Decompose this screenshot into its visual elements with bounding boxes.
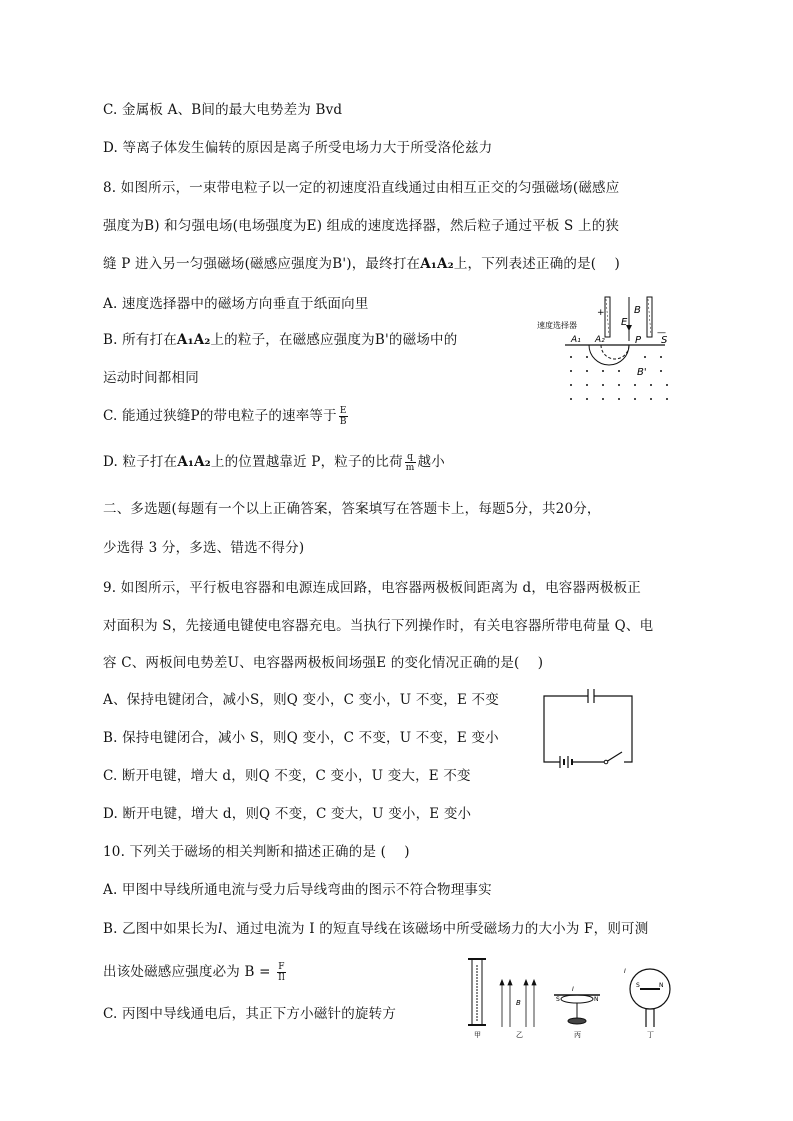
b-label: B [634,305,641,316]
p-label: P [635,335,642,346]
q8-stem-line3 [103,252,620,272]
q8-stem-line2: 强度为B) 和匀强电场(电场强度为E) 组成的速度选择器，然后粒子通过平板 S 上的狭 [103,218,620,234]
q10-option-b-pre: B. 乙图中如果长为 [103,921,219,937]
left-plate [605,297,610,337]
label-n-ding: N [659,982,664,989]
magnetism-figures [460,955,675,1040]
q10-option-c: C. 丙图中导线通电后，其正下方小磁针的旋转方 [103,1006,397,1022]
a2-label: A₂ [595,335,605,345]
s-label: S [661,335,668,346]
label-n-bing: N [594,996,599,1003]
e-over-b-fraction [339,406,348,427]
switch-pivot [604,760,608,764]
label-ding: 丁 [647,1031,654,1039]
section2-heading-line1: 二、多选题(每题有一个以上正确答案，答案填写在答题卡上，每题5分，共20分， [103,501,601,517]
q9-option-d: D. 断开电键，增大 d，则Q 不变，C 变大，U 变小，E 变小 [103,806,472,822]
selector-label: 速度选择器 [537,321,577,330]
fraction-denominator: Il [278,973,285,983]
q8-option-b-a1a2: A₁A₂ [176,332,211,348]
capacitor-circuit-figure [540,688,640,770]
fraction-denominator: B [339,417,347,427]
q10-option-b-post: 、通过电流为 I 的短直导线在该磁场中所受磁场力的大小为 F，则可测 [222,921,649,937]
right-plate [647,297,652,337]
q9-stem-line3: 容 C、两板间电势差U、电容器两极板间场强E 的变化情况正确的是( ) [103,655,544,671]
label-i-ding: I [624,968,626,975]
q10-option-b-line2 [103,960,288,983]
a1-label: A₁ [571,335,581,345]
b-prime-label: B' [637,367,647,378]
q9-option-c: C. 断开电键，增大 d，则Q 不变，C 变小，U 变大，E 不变 [103,768,471,784]
label-s-ding: S [636,982,640,989]
q8-option-d-post: 越小 [417,454,445,470]
trajectory-outer [589,345,629,365]
q8-option-c-text: C. 能通过狭缝P的带电粒子的速率等于 [103,408,337,424]
q9-stem-line2: 对面积为 S，先接通电键使电容器充电。当执行下列操作时，有关电容器所带电荷量 Q、电 [103,618,654,634]
q10-stem: 10. 下列关于磁场的相关判断和描述正确的是 ( ) [103,844,410,860]
q10-option-a: A. 甲图中导线所通电流与受力后导线弯曲的图示不符合物理事实 [103,882,492,898]
q10-option-b-line1 [103,917,648,937]
e-label: E [621,317,628,328]
switch-lever [606,752,622,762]
figure-ding [630,969,670,1027]
q8-option-b-line2: 运动时间都相同 [103,370,199,386]
label-jia: 甲 [474,1031,481,1039]
q9-option-a: A、保持电键闭合，减小S，则Q 变小，C 变小，U 不变，E 不变 [103,692,499,708]
q9-stem-line1: 9. 如图所示，平行板电容器和电源连成回路，电容器两极板间距离为 d，电容器两极板正 [103,580,642,596]
q8-option-d-pre: D. 粒子打在 [103,454,178,470]
label-yi: 乙 [516,1031,523,1039]
q9-option-b: B. 保持电键闭合，减小 S，则Q 变小，C 不变，U 不变，E 变小 [103,730,499,746]
label-bing: 丙 [574,1031,581,1039]
q8-option-d [103,450,445,473]
fraction-denominator: m [405,463,415,473]
label-s-bing: S [556,996,560,1003]
q8-stem-line3-post: 上，下列表述正确的是( ) [453,256,620,272]
q8-stem-line1: 8. 如图所示，一束带电粒子以一定的初速度沿直线通过由相互正交的匀强磁场(磁感应 [103,180,620,196]
q7-option-c: C. 金属板 A、B间的最大电势差为 Bvd [103,102,343,118]
velocity-selector-figure [535,295,685,407]
q8-option-d-a1a2: A₁A₂ [177,454,211,470]
q-over-m-fraction [405,452,416,473]
minus-label: — [657,328,666,338]
q8-option-b-pre: B. 所有打在 [103,332,177,348]
q8-option-b-post: 上的粒子，在磁感应强度为B'的磁场中的 [210,332,458,348]
q8-option-b [103,328,457,348]
q8-option-c [103,404,350,427]
q10-option-b-formula: 出该处磁感应强度必为 B = [103,964,276,980]
q8-a1a2-label: A₁A₂ [420,256,454,272]
fraction-numerator: F [278,962,285,972]
fraction-numerator: E [339,406,347,416]
q8-option-a: A. 速度选择器中的磁场方向垂直于纸面向里 [103,296,369,312]
q10-option-b-l: l [218,921,223,937]
fraction-numerator: q [405,452,416,463]
q7-option-d: D. 等离子体发生偏转的原因是离子所受电场力大于所受洛伦兹力 [103,140,493,156]
q8-option-d-mid: 上的位置越靠近 P，粒子的比荷 [210,454,403,470]
f-over-il-fraction [277,962,286,983]
label-b: B [516,999,521,1007]
plus-label: + [597,308,605,318]
label-i-bing: I [572,986,574,993]
figure-jia [468,959,486,1025]
section2-heading-line2: 少选得 3 分，多选、错选不得分) [103,540,305,556]
q8-stem-line3-pre: 缝 P 进入另一匀强磁场(磁感应强度为B')，最终打在 [103,256,421,272]
